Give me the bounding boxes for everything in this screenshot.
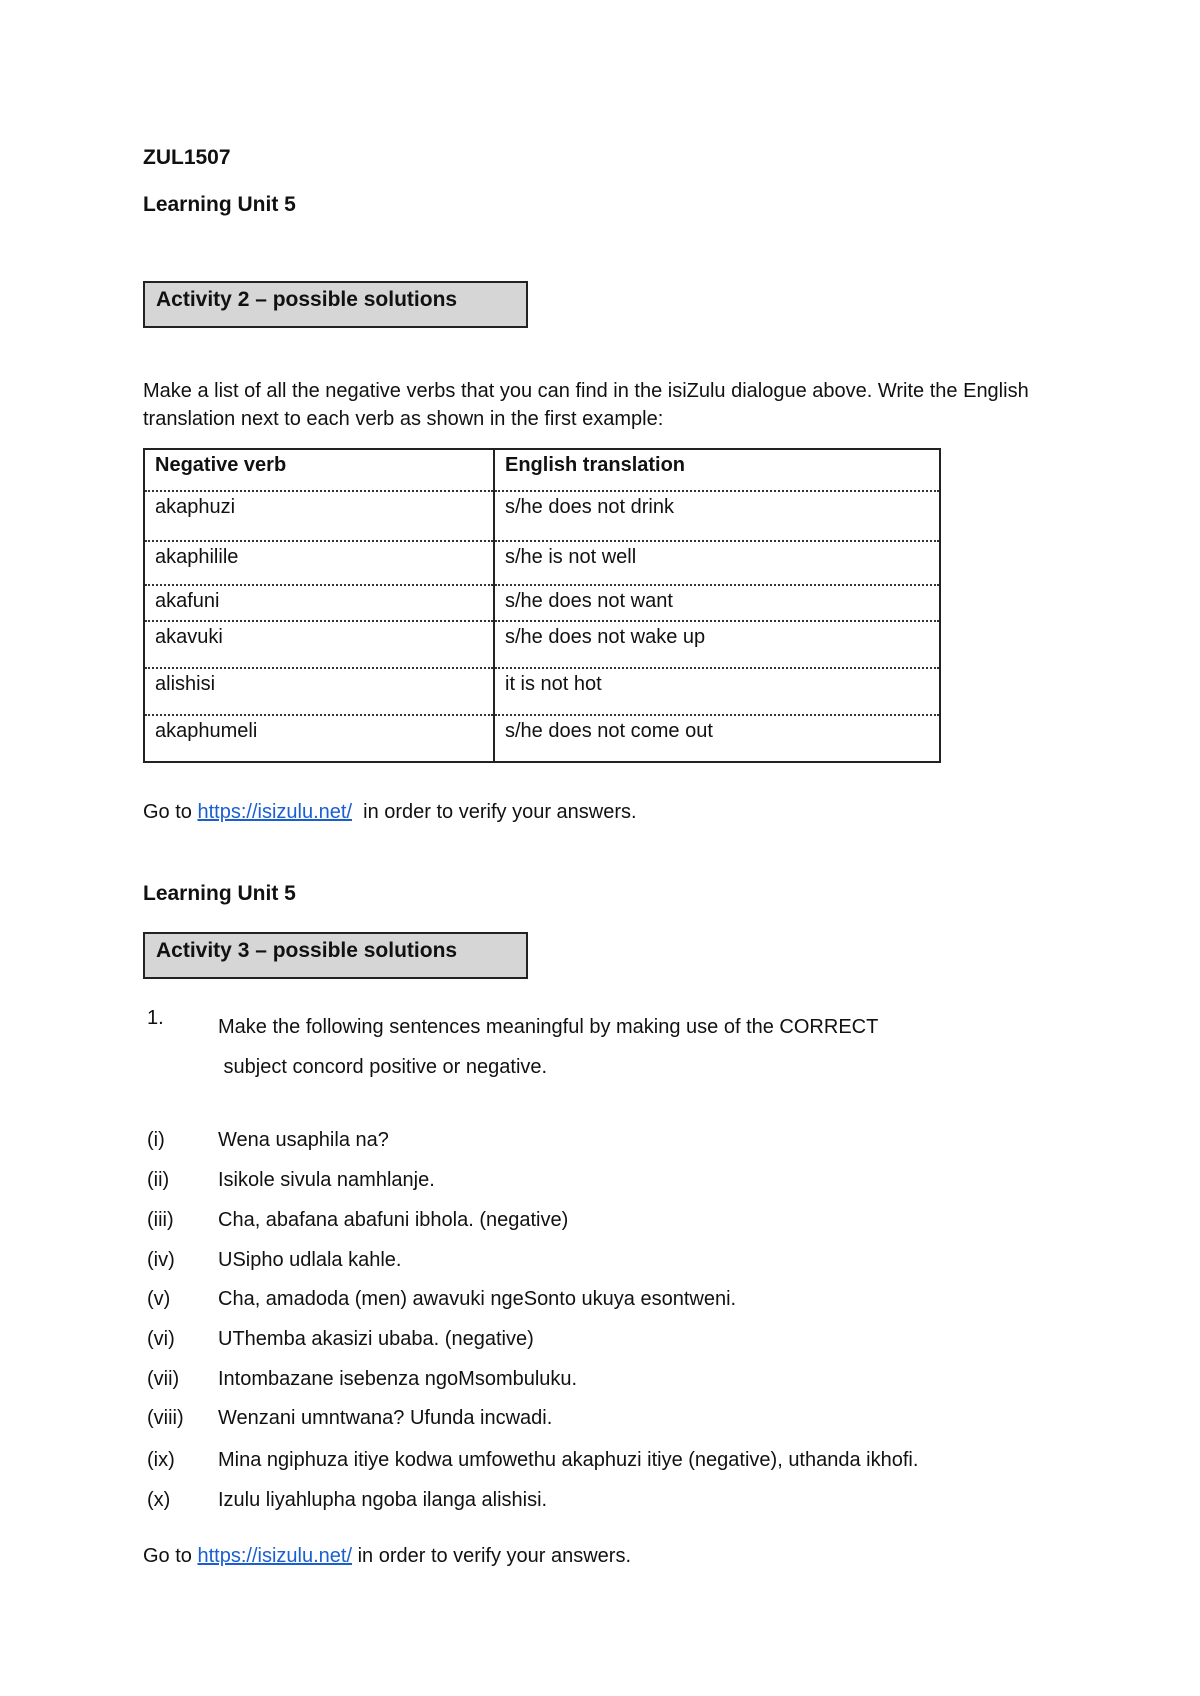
- table-row: [144, 541, 940, 585]
- verify-prefix: Go to: [143, 1545, 198, 1567]
- verify-answers-line: [143, 801, 637, 824]
- translation-cell: s/he does not drink: [494, 491, 940, 541]
- item-number: (iv): [147, 1249, 175, 1271]
- item-number: (v): [147, 1288, 171, 1310]
- list-item: [147, 1328, 534, 1351]
- table-row: [144, 668, 940, 715]
- item-text: USipho udlala kahle.: [218, 1249, 402, 1271]
- item-number: (ix): [147, 1449, 175, 1471]
- translation-cell: s/he does not wake up: [494, 621, 940, 668]
- list-item: [147, 1169, 435, 1192]
- translation-cell: s/he does not want: [494, 585, 940, 621]
- verify-answers-line-2: [143, 1545, 631, 1568]
- isizulu-link[interactable]: https://isizulu.net/: [197, 801, 353, 823]
- header-negative-verb: Negative verb: [144, 449, 494, 491]
- table-row: [144, 621, 940, 668]
- activity-3-heading: Activity 3 – possible solutions: [143, 932, 528, 979]
- item-text: Mina ngiphuza itiye kodwa umfowethu akaphuzi itiye (negative), uthanda ikhofi.: [218, 1449, 919, 1471]
- question-line-2: subject concord positive or negative.: [218, 1056, 548, 1078]
- verb-cell: akafuni: [144, 585, 494, 621]
- list-item: [147, 1209, 568, 1232]
- question-text: [218, 1007, 1058, 1087]
- isizulu-link[interactable]: https://isizulu.net/: [197, 1545, 353, 1567]
- list-item: [147, 1368, 577, 1391]
- verify-suffix: in order to verify your answers.: [352, 1545, 632, 1567]
- item-text: Izulu liyahlupha ngoba ilanga alishisi.: [218, 1489, 548, 1511]
- course-code: ZUL1507: [143, 146, 231, 169]
- list-item: [147, 1407, 552, 1430]
- question-number: 1.: [147, 1007, 164, 1029]
- list-item: [147, 1249, 401, 1272]
- item-number: (iii): [147, 1209, 174, 1231]
- unit-title-2: Learning Unit 5: [143, 882, 296, 905]
- table-row: [144, 715, 940, 762]
- item-number: (vi): [147, 1328, 175, 1350]
- item-text: UThemba akasizi ubaba. (negative): [218, 1328, 534, 1350]
- list-item: [147, 1129, 389, 1152]
- verb-cell: akaphilile: [144, 541, 494, 585]
- item-text: Cha, amadoda (men) awavuki ngeSonto ukuya esontweni.: [218, 1288, 737, 1310]
- verb-cell: akaphuzi: [144, 491, 494, 541]
- item-number: (viii): [147, 1407, 184, 1429]
- list-item: [147, 1489, 547, 1512]
- verb-cell: akaphumeli: [144, 715, 494, 762]
- item-number: (ii): [147, 1169, 170, 1191]
- table-row: [144, 585, 940, 621]
- item-text: Wena usaphila na?: [218, 1129, 389, 1151]
- header-english-translation: English translation: [494, 449, 940, 491]
- verify-prefix: Go to: [143, 801, 198, 823]
- translation-cell: s/he does not come out: [494, 715, 940, 762]
- list-item: [147, 1288, 736, 1311]
- verb-cell: alishisi: [144, 668, 494, 715]
- table-header-row: [144, 449, 940, 491]
- activity-2-heading: Activity 2 – possible solutions: [143, 281, 528, 328]
- table-row: [144, 491, 940, 541]
- item-number: (i): [147, 1129, 165, 1151]
- question-line-1: Make the following sentences meaningful by making use of the CORRECT: [218, 1016, 879, 1038]
- translation-cell: it is not hot: [494, 668, 940, 715]
- activity-2-instructions: Make a list of all the negative verbs that you can find in the isiZulu dialogue above. Write the English translation next to each verb as shown in the first example:: [143, 380, 1029, 430]
- negative-verbs-table: [143, 448, 941, 763]
- item-text: Cha, abafana abafuni ibhola. (negative): [218, 1209, 569, 1231]
- verb-cell: akavuki: [144, 621, 494, 668]
- item-number: (vii): [147, 1368, 180, 1390]
- unit-title: Learning Unit 5: [143, 193, 296, 216]
- item-text: Isikole sivula namhlanje.: [218, 1169, 435, 1191]
- item-text: Wenzani umntwana? Ufunda incwadi.: [218, 1407, 553, 1429]
- item-text: Intombazane isebenza ngoMsombuluku.: [218, 1368, 578, 1390]
- item-number: (x): [147, 1489, 171, 1511]
- list-item: [147, 1449, 918, 1472]
- translation-cell: s/he is not well: [494, 541, 940, 585]
- verify-suffix: in order to verify your answers.: [352, 801, 637, 823]
